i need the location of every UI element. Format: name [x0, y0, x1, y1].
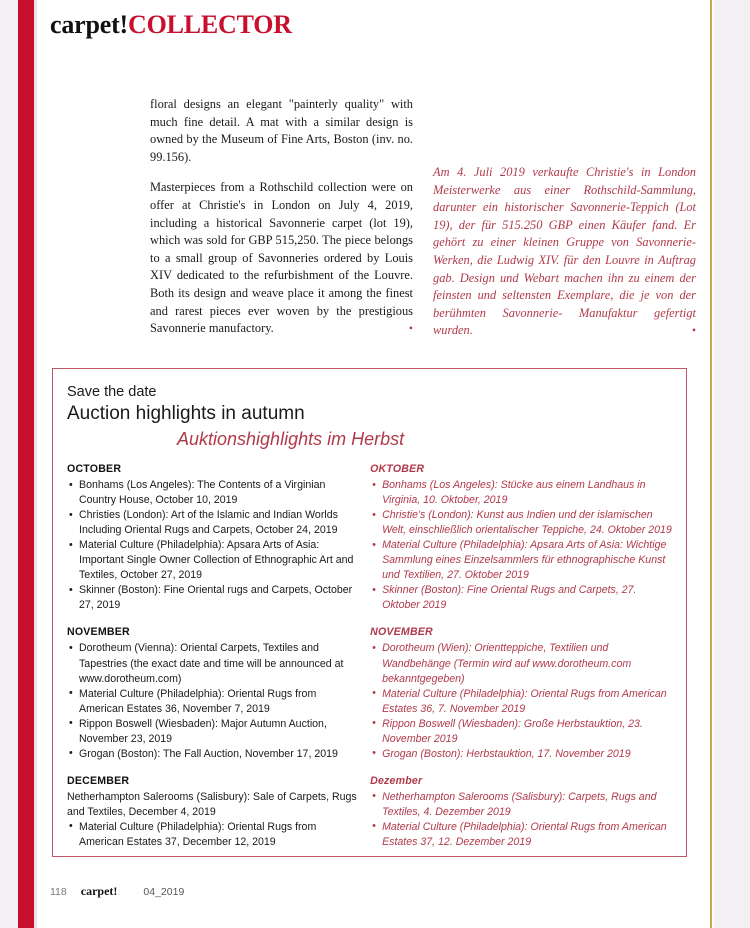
month-heading: Dezember [370, 774, 423, 787]
article-paragraph-de-text: Am 4. Juli 2019 verkaufte Christie's in London Meisterwerke aus einer Rothschild-Sammlung, darunter ein historischer Savonnerie-Teppich (Lot 19), der für 515.250 GBP einen Käufer fand. Er gehört zu einer kleinen Gruppe von Savonnerie-Werken, die Ludwig XIV. für den Louvre in Auftrag gab. Design und Webart machen ihn zu einem der feinsten und seltensten Exemplare, die je von der berühmten Savonnerie- Manufaktur gefertigt wurden. [433, 165, 696, 338]
auction-item: • Netherhampton Salerooms (Salisbury): Carpets, Rugs and Textiles, 4. Dezember 2019 [370, 790, 676, 820]
auction-item: • Material Culture (Philadelphia): Apsara Arts of Asia: Important Single Owner Collection of Ethnographic Art and Textiles, October 27, 2019 [67, 538, 358, 583]
month-heading: NOVEMBER [370, 626, 433, 639]
auction-item-list [370, 478, 676, 613]
masthead-logo [50, 10, 292, 40]
auction-item: • Dorotheum (Wien): Orientteppiche, Textilien und Wandbehänge (Termin wird auf www.dorotheum.com bekanntgegeben) [370, 641, 676, 686]
end-of-article-mark: • [408, 321, 413, 336]
auction-item: • Grogan (Boston): Herbstauktion, 17. November 2019 [370, 747, 676, 762]
article-body [150, 96, 696, 353]
footer-issue: 04_2019 [143, 886, 185, 898]
auction-item: • Rippon Boswell (Wiesbaden): Major Autumn Auction, November 23, 2019 [67, 717, 358, 747]
auction-item-list [67, 790, 358, 850]
end-of-article-mark-de: • [691, 323, 696, 338]
auction-item: • Dorotheum (Vienna): Oriental Carpets, Textiles and Tapestries (the exact date and time will be announced at www.dorotheum.com) [67, 641, 358, 686]
auction-listings [53, 451, 686, 850]
article-column-english [150, 96, 413, 353]
footer-page-number: 118 [50, 886, 67, 898]
article-paragraph-text: Masterpieces from a Rothschild collection were on offer at Christie's in London on July 4, 2019, including a historical Savonnerie carpet (lot 19), which was sold for GBP 515,250. The piece belongs to a small group of Savonneries ordered by Louis XIV dedicated to the refurbishment of the Louvre. Both its design and weave place it among the finest and rarest pieces ever woven by the prestigious Savonnerie manufactory. [150, 180, 413, 336]
month-heading: DECEMBER [67, 774, 130, 787]
article-paragraph [150, 179, 413, 337]
auction-item: • Christies (London): Art of the Islamic and Indian Worlds Including Oriental Rugs and Carpets, October 24, 2019 [67, 508, 358, 538]
page-edge-rule-gold [710, 0, 712, 928]
month-heading: OCTOBER [67, 463, 122, 476]
auction-item-list [67, 641, 358, 761]
page-edge-stripe-red [18, 0, 34, 928]
auction-item: • Skinner (Boston): Fine Oriental Rugs and Carpets, 27. Oktober 2019 [370, 583, 676, 613]
auction-item: • Grogan (Boston): The Fall Auction, November 17, 2019 [67, 747, 358, 762]
article-paragraph: floral designs an elegant "painterly quality" with much fine detail. A mat with a similar design is owned by the Museum of Fine Arts, Boston (inv. no. 99.156). [150, 97, 413, 164]
month-heading: OKTOBER [370, 463, 425, 476]
auction-list-german [370, 463, 676, 850]
auction-item: • Material Culture (Philadelphia): Oriental Rugs from American Estates 37, December 12, 2019 [67, 820, 358, 850]
auction-item-list [370, 641, 676, 761]
auction-item-list [67, 478, 358, 613]
auction-item: • Bonhams (Los Angeles): Stücke aus einem Landhaus in Virginia, 10. Oktober, 2019 [370, 478, 676, 508]
auction-item: • Skinner (Boston): Fine Oriental rugs and Carpets, October 27, 2019 [67, 583, 358, 613]
article-column-german [433, 96, 696, 353]
masthead-word-collector: COLLECTOR [128, 10, 292, 39]
auction-item-list [370, 790, 676, 850]
masthead-word-carpet: carpet! [50, 10, 128, 39]
page-edge-band-left [0, 0, 18, 928]
page-edge-band-right [714, 0, 750, 928]
auction-item: • Rippon Boswell (Wiesbaden): Große Herbstauktion, 23. November 2019 [370, 717, 676, 747]
save-the-date-title-german: Auktionshighlights im Herbst [177, 428, 405, 449]
save-the-date-kicker: Save the date [67, 384, 157, 400]
page-footer [50, 884, 184, 899]
auction-item: • Christie's (London): Kunst aus Indien und der islamischen Welt, einschließlich orientalischer Teppiche, 24. Oktober 2019 [370, 508, 676, 538]
page-edge-stripe-inner [34, 0, 37, 928]
auction-item: • Material Culture (Philadelphia): Oriental Rugs from American Estates 36, 7. November 2019 [370, 687, 676, 717]
auction-item: Netherhampton Salerooms (Salisbury): Sale of Carpets, Rugs and Textiles, December 4, 2019 [67, 790, 357, 818]
article-paragraph-de [433, 164, 696, 340]
footer-brand: carpet! [80, 884, 118, 898]
save-the-date-title-english: Auction highlights in autumn [67, 403, 305, 425]
save-the-date-box [52, 368, 687, 857]
month-heading: NOVEMBER [67, 626, 130, 639]
save-the-date-header [53, 369, 686, 451]
auction-item: • Material Culture (Philadelphia): Apsara Arts of Asia: Wichtige Sammlung eines Einzelsammlers für ethnographische Kunst und Textilien, 27. Oktober 2019 [370, 538, 676, 583]
auction-list-english [67, 463, 358, 850]
auction-item: • Material Culture (Philadelphia): Oriental Rugs from American Estates 36, November 7, 2019 [67, 687, 358, 717]
auction-item: • Material Culture (Philadelphia): Oriental Rugs from American Estates 37, 12. Dezember 2019 [370, 820, 676, 850]
auction-item: • Bonhams (Los Angeles): The Contents of a Virginian Country House, October 10, 2019 [67, 478, 358, 508]
column-top-spacer [433, 96, 696, 164]
